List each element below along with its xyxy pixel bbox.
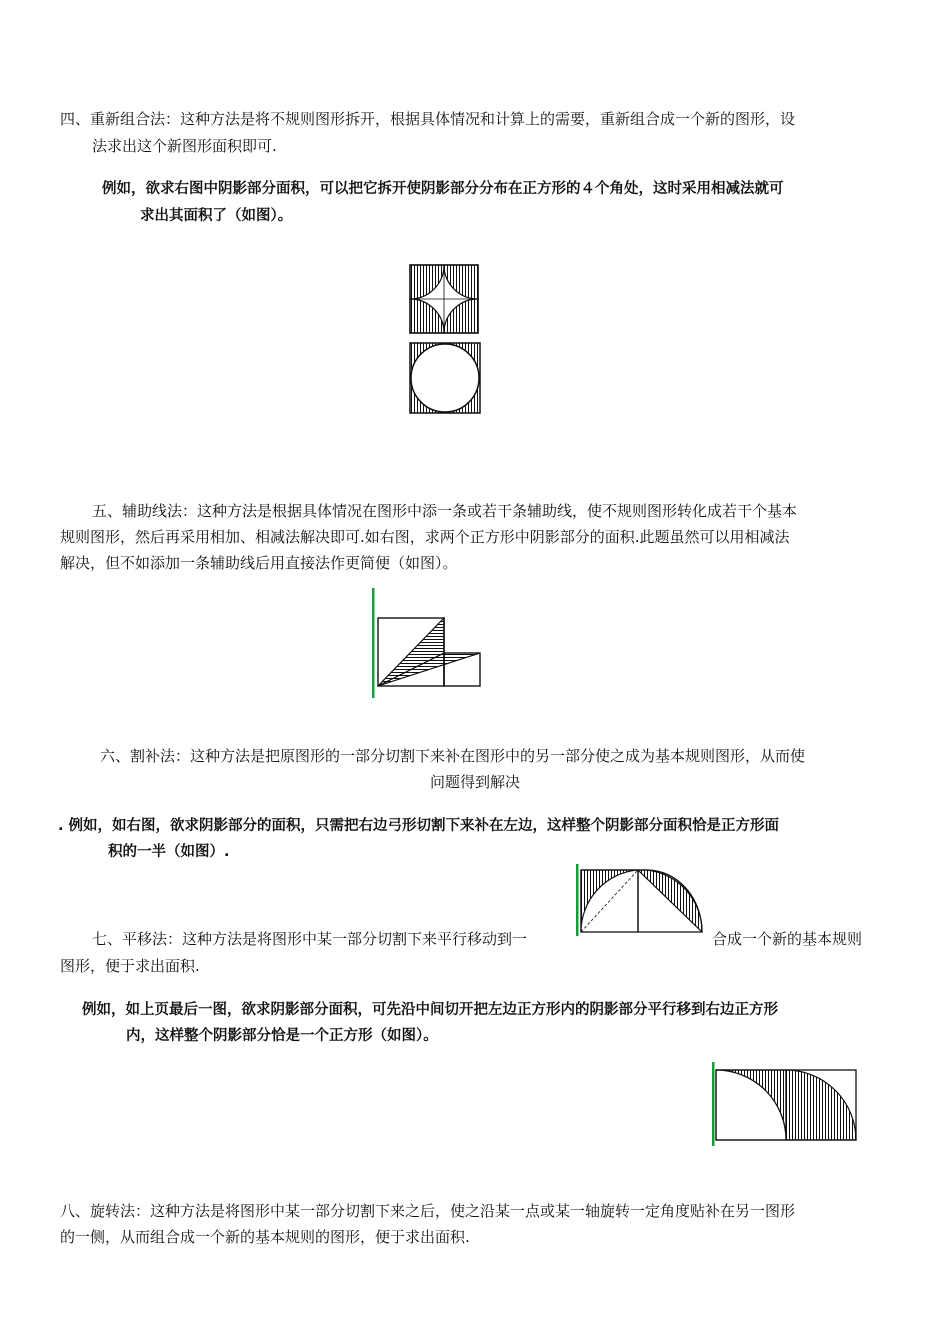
- example4-line1: 例如，欲求右图中阴影部分面积，可以把它拆开使阴影部分分布在正方形的４个角处，这时采用相减法就可: [102, 181, 784, 197]
- section7-line2: 图形，便于求出面积.: [60, 957, 200, 975]
- example6-line1: . 例如，如右图，欲求阴影部分的面积，只需把右边弓形切割下来补在左边，这样整个阴影部分面积恰是正方形面: [58, 818, 780, 834]
- section6-line1: 六、割补法：这种方法是把原图形的一部分切割下来补在图形中的另一部分使之成为基本规则图形，从而使: [100, 747, 806, 765]
- section8-line1: 八、旋转法：这种方法是将图形中某一部分切割下来之后，使之沿某一点或某一轴旋转一定角度贴补在另一图形: [60, 1202, 796, 1220]
- section7-line1b: 合成一个新的基本规则: [712, 930, 863, 948]
- cut-and-fill-figure: [572, 864, 712, 936]
- example7-line1: 例如，如上页最后一图，欲求阴影部分面积，可先沿中间切开把左边正方形内的阴影部分平行移到右边正方形: [82, 1002, 778, 1018]
- section6-line2: 问题得到解决: [429, 773, 520, 791]
- margin-green-bar: [712, 1062, 715, 1146]
- margin-green-bar: [576, 864, 579, 936]
- section4-line1: 四、重新组合法：这种方法是将不规则图形拆开，根据具体情况和计算上的需要，重新组合成一个新的图形，设: [60, 110, 796, 128]
- section5-line1: 五、辅助线法：这种方法是根据具体情况在图形中添一条或若干条辅助线，使不规则图形转化成若干个基本: [92, 502, 798, 520]
- section7-line1a: 七、平移法：这种方法是将图形中某一部分切割下来平行移动到一: [92, 930, 528, 948]
- section5-line2: 规则图形，然后再采用相加、相减法解决即可.如右图，求两个正方形中阴影部分的面积.此题虽然可以用相减法: [60, 528, 790, 546]
- section4-line2: 法求出这个新图形面积即可.: [92, 137, 277, 155]
- pinwheel-square: [410, 265, 478, 333]
- example4-line2: 求出其面积了（如图）。: [140, 208, 293, 224]
- translation-figure: [708, 1062, 864, 1148]
- margin-green-bar: [372, 588, 375, 698]
- section8-line2: 的一侧，从而组合成一个新的基本规则的图形，便于求出面积.: [60, 1228, 470, 1246]
- recombination-figure: [405, 260, 485, 416]
- example6-line2: 积的一半（如图）.: [108, 844, 230, 860]
- auxiliary-line-figure: [366, 588, 486, 700]
- circle-in-square: [410, 343, 480, 413]
- section5-line3: 解决，但不如添加一条辅助线后用直接法作更简便（如图）。: [60, 554, 458, 572]
- example7-line2: 内，这样整个阴影部分恰是一个正方形（如图）。: [126, 1028, 438, 1044]
